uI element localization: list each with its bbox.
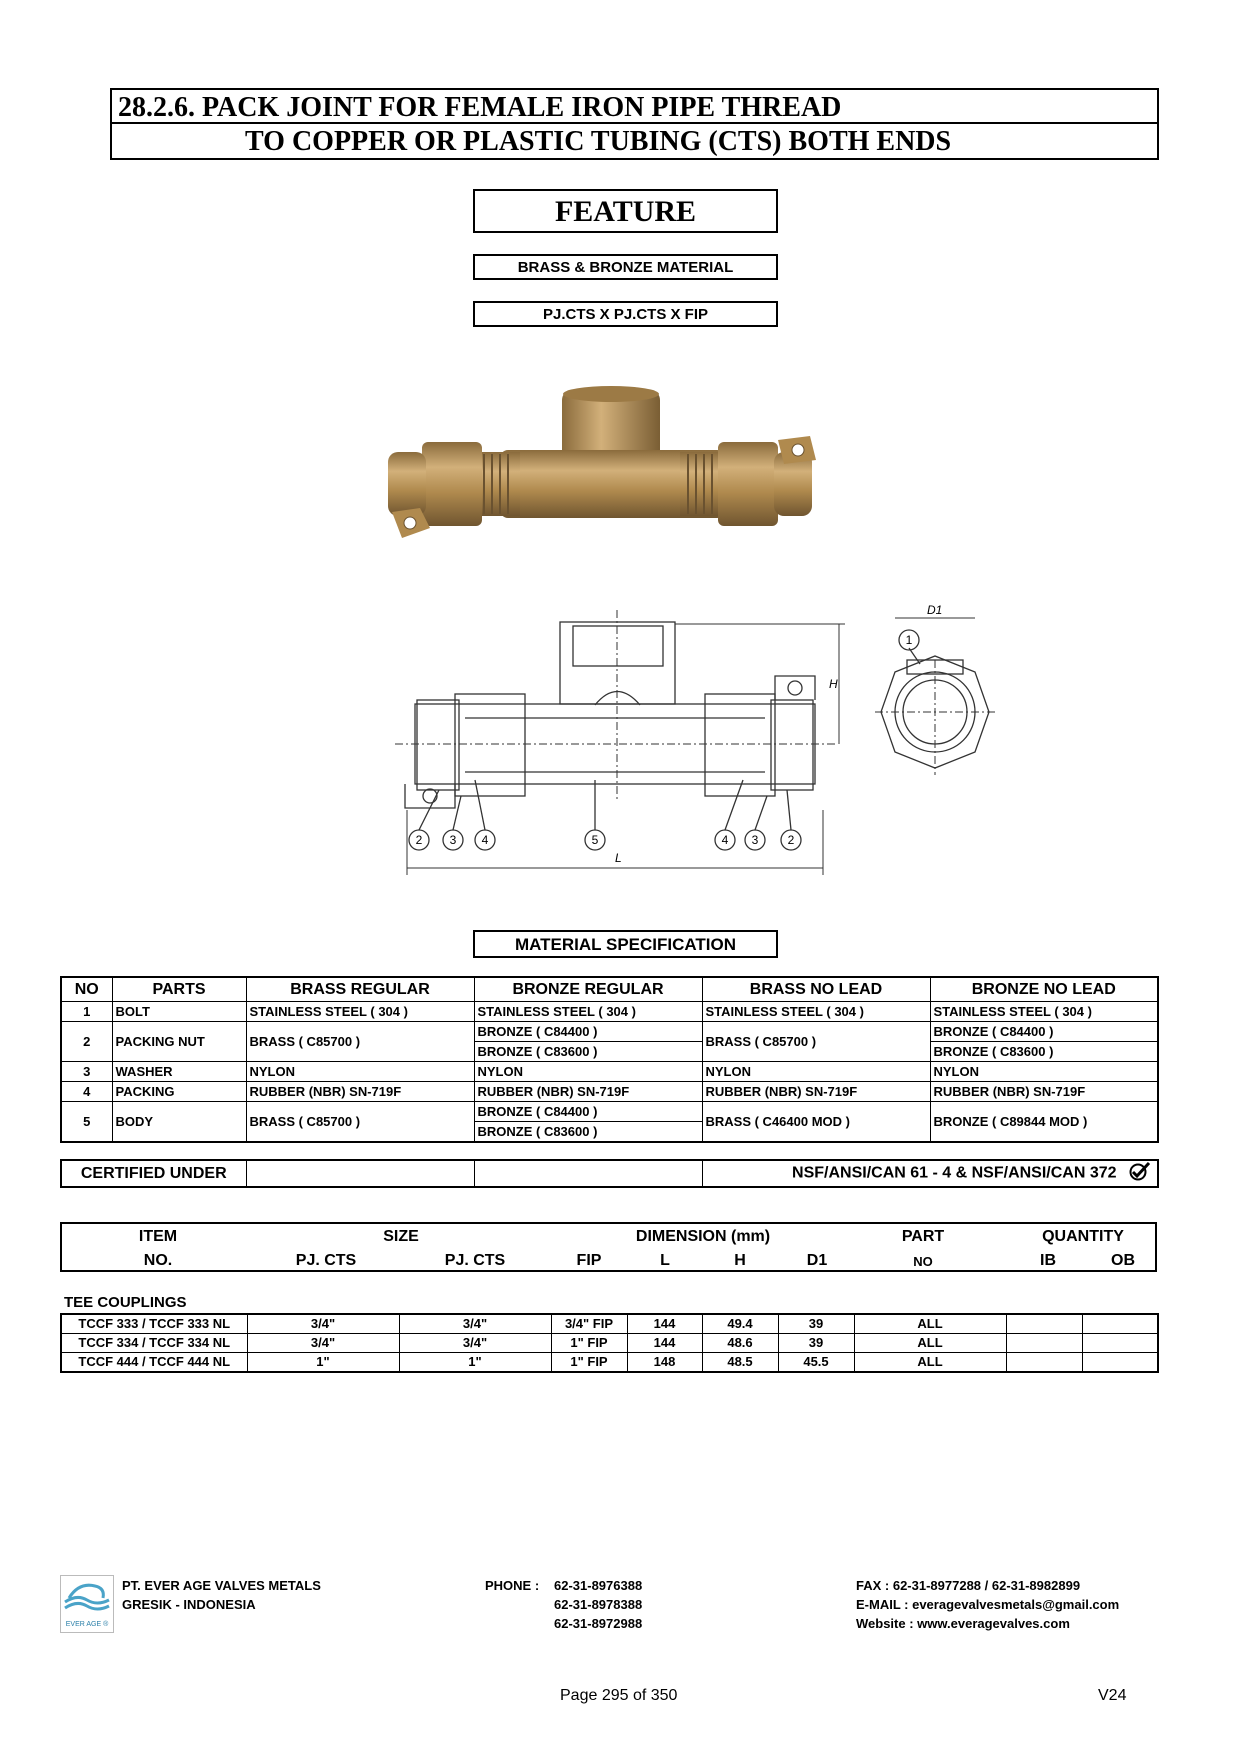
balloon-5: 5: [591, 833, 599, 847]
table-row: [61, 1022, 1158, 1042]
wave-logo-icon: [61, 1576, 113, 1616]
hdr-item: ITEM: [138, 1228, 178, 1245]
certification-row: [60, 1159, 1159, 1188]
hdr-l: L: [660, 1252, 670, 1269]
cell: BRASS ( C46400 MOD ): [702, 1102, 930, 1143]
cell-fip: 3/4" FIP: [551, 1314, 627, 1334]
cell-ib: [1006, 1353, 1082, 1373]
cell: 4: [61, 1082, 112, 1102]
email[interactable]: E-MAIL : everagevalvesmetals@gmail.com: [856, 1597, 1120, 1612]
cell: BRASS ( C85700 ): [246, 1102, 474, 1143]
cell-l: 144: [627, 1334, 702, 1353]
col-brass-no-lead: BRASS NO LEAD: [702, 977, 930, 1002]
cell: BRONZE ( C84400 ): [930, 1022, 1158, 1042]
cell: PACKING: [112, 1082, 246, 1102]
tee-couplings-table: [60, 1313, 1159, 1373]
cell-pj1: 1": [247, 1353, 399, 1373]
hdr-pj-cts-2: PJ. CTS: [444, 1252, 506, 1269]
balloon-2-right: 2: [787, 833, 795, 847]
cell: NYLON: [246, 1062, 474, 1082]
material-spec-heading: MATERIAL SPECIFICATION: [473, 930, 778, 958]
table-row: [61, 1102, 1158, 1122]
material-spec-table: [60, 976, 1159, 1143]
dim-label-l: L: [615, 851, 622, 865]
cell-fip: 1" FIP: [551, 1334, 627, 1353]
logo-text: EVER AGE ®: [65, 1621, 109, 1628]
table-row: [61, 1082, 1158, 1102]
phone-2: 62-31-8978388: [554, 1597, 643, 1612]
cell: 1: [61, 1002, 112, 1022]
phone-1: 62-31-8976388: [554, 1578, 643, 1593]
balloon-1: 1: [905, 633, 913, 647]
cell: NYLON: [930, 1062, 1158, 1082]
cell-item: TCCF 334 / TCCF 334 NL: [61, 1334, 247, 1353]
cell-l: 144: [627, 1314, 702, 1334]
cell-pj2: 3/4": [399, 1314, 551, 1334]
col-brass-regular: BRASS REGULAR: [246, 977, 474, 1002]
cell: 2: [61, 1022, 112, 1062]
cell: RUBBER (NBR) SN-719F: [930, 1082, 1158, 1102]
cell: BOLT: [112, 1002, 246, 1022]
certified-label: CERTIFIED UNDER: [61, 1160, 246, 1187]
connection-label: PJ.CTS X PJ.CTS X FIP: [473, 301, 778, 327]
cell-ib: [1006, 1334, 1082, 1353]
company-logo: [60, 1575, 114, 1633]
col-bronze-regular: BRONZE REGULAR: [474, 977, 702, 1002]
cell-ob: [1082, 1314, 1158, 1334]
product-photo: [380, 380, 850, 595]
cell: [246, 1160, 474, 1187]
cell: STAINLESS STEEL ( 304 ): [930, 1002, 1158, 1022]
cell-ob: [1082, 1334, 1158, 1353]
technical-drawing: [395, 600, 1015, 880]
table-row: [61, 1334, 1158, 1353]
cell: BRONZE ( C83600 ): [930, 1042, 1158, 1062]
cell-ob: [1082, 1353, 1158, 1373]
title-line-2: TO COPPER OR PLASTIC TUBING (CTS) BOTH ENDS: [245, 126, 952, 157]
cell: RUBBER (NBR) SN-719F: [246, 1082, 474, 1102]
table-header-row: [61, 977, 1158, 1002]
cell-part: ALL: [854, 1314, 1006, 1334]
phone-label: PHONE :: [485, 1578, 540, 1593]
table-row: [61, 1062, 1158, 1082]
hdr-no: NO.: [143, 1252, 173, 1269]
hdr-size: SIZE: [383, 1228, 419, 1245]
table-row: [61, 1353, 1158, 1373]
cell-h: 48.5: [702, 1353, 778, 1373]
title-block: [110, 88, 1159, 160]
cell-d1: 39: [778, 1314, 854, 1334]
version: V24: [1098, 1687, 1127, 1704]
hdr-fip: FIP: [576, 1252, 602, 1269]
dim-label-d1: D1: [927, 603, 943, 617]
website[interactable]: Website : www.everagevalves.com: [856, 1616, 1070, 1631]
material-label: BRASS & BRONZE MATERIAL: [473, 254, 778, 280]
col-bronze-no-lead: BRONZE NO LEAD: [930, 977, 1158, 1002]
hdr-part: PART: [901, 1228, 945, 1245]
cell: NYLON: [474, 1062, 702, 1082]
cell: STAINLESS STEEL ( 304 ): [702, 1002, 930, 1022]
col-no: NO: [61, 977, 112, 1002]
table-row: [61, 1002, 1158, 1022]
cell-pj1: 3/4": [247, 1314, 399, 1334]
cell-part: ALL: [854, 1353, 1006, 1373]
cell: BRONZE ( C84400 ): [474, 1102, 702, 1122]
cell-ib: [1006, 1314, 1082, 1334]
cell: BRONZE ( C89844 MOD ): [930, 1102, 1158, 1143]
balloon-3-left: 3: [449, 833, 457, 847]
col-parts: PARTS: [112, 977, 246, 1002]
cell-part: ALL: [854, 1334, 1006, 1353]
tee-couplings-label: TEE COUPLINGS: [64, 1294, 187, 1311]
company-location: GRESIK - INDONESIA: [122, 1597, 256, 1612]
cell-d1: 39: [778, 1334, 854, 1353]
cell: BRONZE ( C84400 ): [474, 1022, 702, 1042]
cell: BRONZE ( C83600 ): [474, 1122, 702, 1143]
cell: [474, 1160, 702, 1187]
cell-d1: 45.5: [778, 1353, 854, 1373]
balloon-2-left: 2: [415, 833, 423, 847]
check-badge-icon: [1129, 1161, 1151, 1186]
cell-h: 48.6: [702, 1334, 778, 1353]
cell: BRASS ( C85700 ): [702, 1022, 930, 1062]
cell: PACKING NUT: [112, 1022, 246, 1062]
dim-label-h: H: [829, 677, 838, 691]
certification-cell: [702, 1160, 1158, 1187]
cell: WASHER: [112, 1062, 246, 1082]
hdr-quantity: QUANTITY: [1042, 1228, 1124, 1245]
cell: BRONZE ( C83600 ): [474, 1042, 702, 1062]
cell-pj1: 3/4": [247, 1334, 399, 1353]
cell-fip: 1" FIP: [551, 1353, 627, 1373]
cell: STAINLESS STEEL ( 304 ): [246, 1002, 474, 1022]
cell: NYLON: [702, 1062, 930, 1082]
hdr-dimension: DIMENSION (mm): [635, 1228, 771, 1245]
dimension-header: [60, 1222, 1157, 1272]
balloon-3-right: 3: [751, 833, 759, 847]
title-line-1: 28.2.6. PACK JOINT FOR FEMALE IRON PIPE THREAD: [112, 90, 1157, 124]
cell-h: 49.4: [702, 1314, 778, 1334]
company-name: PT. EVER AGE VALVES METALS: [122, 1578, 321, 1593]
certification-value: NSF/ANSI/CAN 61 - 4 & NSF/ANSI/CAN 372: [792, 1164, 1117, 1182]
cell-item: TCCF 333 / TCCF 333 NL: [61, 1314, 247, 1334]
cell: BRASS ( C85700 ): [246, 1022, 474, 1062]
cell: STAINLESS STEEL ( 304 ): [474, 1002, 702, 1022]
balloon-4-right: 4: [721, 833, 729, 847]
cell: RUBBER (NBR) SN-719F: [474, 1082, 702, 1102]
phone-3: 62-31-8972988: [554, 1616, 643, 1631]
cell: 3: [61, 1062, 112, 1082]
cell: BODY: [112, 1102, 246, 1143]
table-row: [61, 1314, 1158, 1334]
feature-heading: FEATURE: [473, 189, 778, 233]
hdr-pj-cts-1: PJ. CTS: [295, 1252, 357, 1269]
hdr-h: H: [734, 1252, 746, 1269]
cell-pj2: 3/4": [399, 1334, 551, 1353]
cell-item: TCCF 444 / TCCF 444 NL: [61, 1353, 247, 1373]
hdr-ob: OB: [1111, 1252, 1135, 1269]
balloon-4-left: 4: [481, 833, 489, 847]
cell-pj2: 1": [399, 1353, 551, 1373]
hdr-d1: D1: [806, 1252, 828, 1269]
cell-l: 148: [627, 1353, 702, 1373]
fax: FAX : 62-31-8977288 / 62-31-8982899: [856, 1578, 1081, 1593]
hdr-part-no: NO: [913, 1254, 933, 1269]
hdr-ib: IB: [1040, 1252, 1056, 1269]
page-number: Page 295 of 350: [560, 1687, 678, 1704]
cell: 5: [61, 1102, 112, 1143]
cell: RUBBER (NBR) SN-719F: [702, 1082, 930, 1102]
